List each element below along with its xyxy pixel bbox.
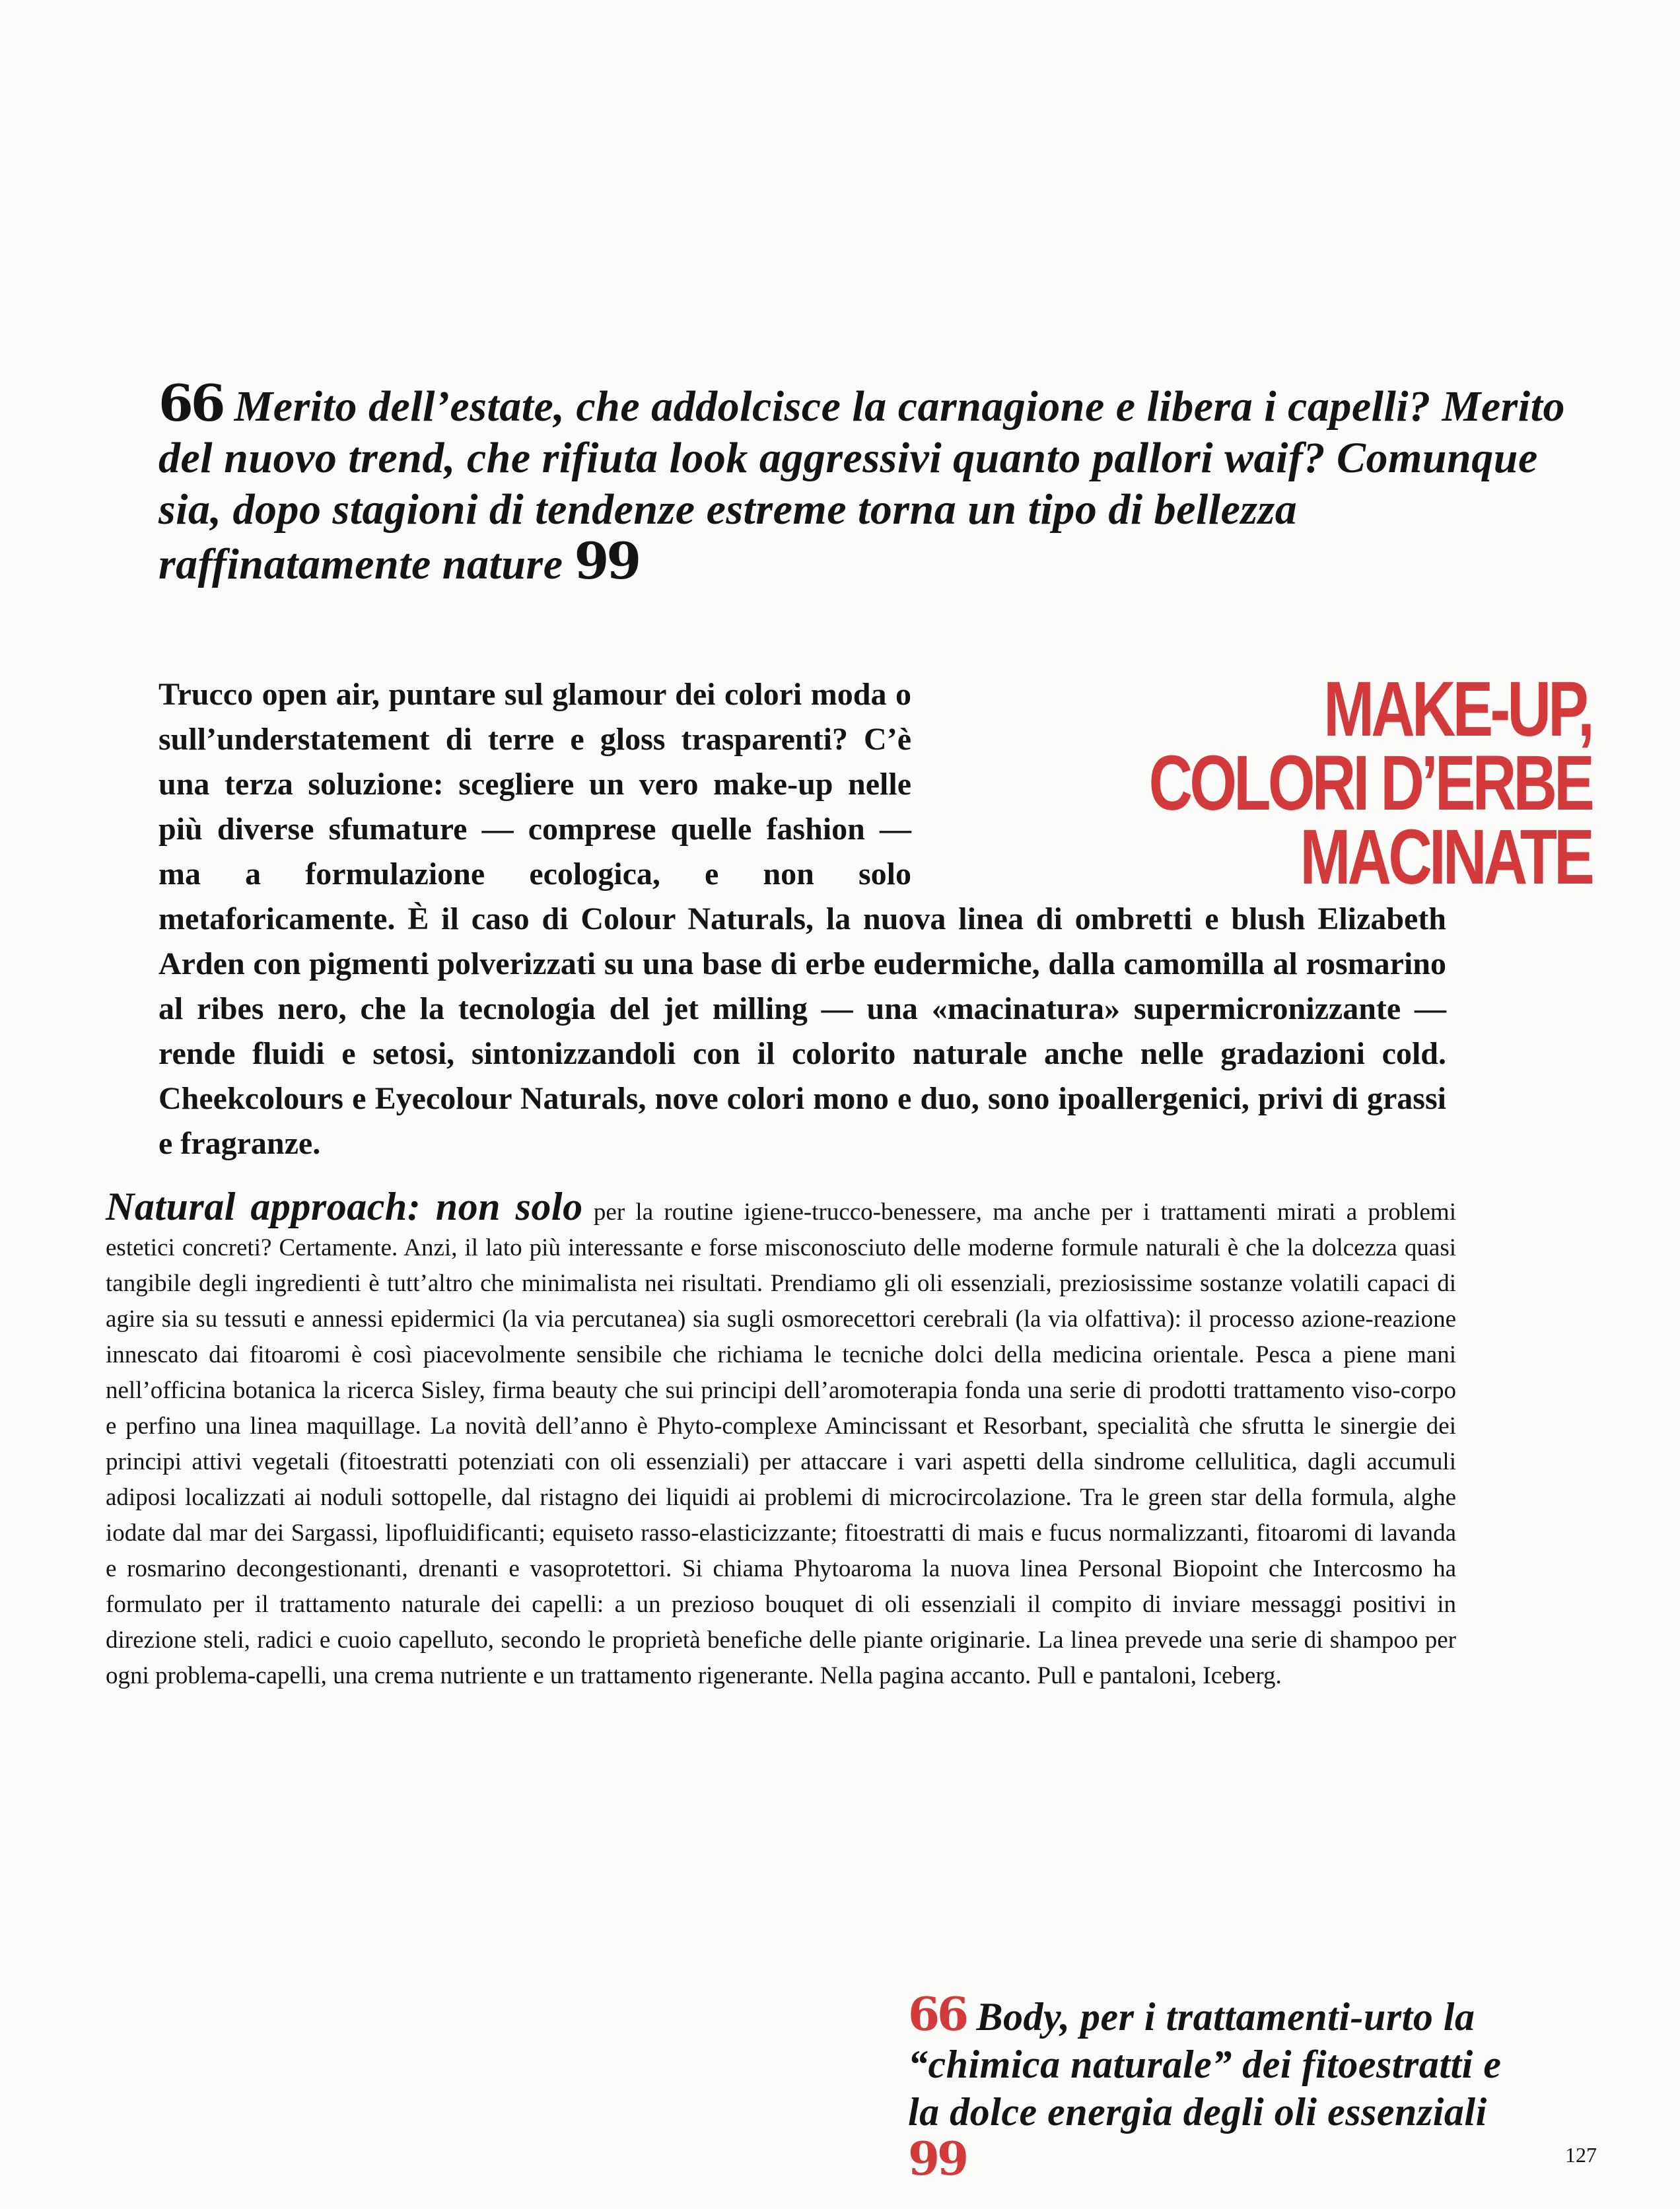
natural-approach-text: per la routine igiene-trucco-benessere, ma anche per i trattamenti mirati a problemi estetici concreti? Certamente. Anzi, il lato più interessante e forse misconosciuto delle moderne formule naturali è che la dolcezza quasi tangibile degli ingredienti è tutt’altro che minimalista nei risultati. Prendiamo gli oli essenziali, preziosissime sostanze volatili capaci di agire sia su tessuti e annessi epidermici (la via percutanea) sia sugli osmorecettori cerebrali (la via olfattiva): il processo azione-reazione innescato dai fitoaromi è così piacevolmente sensibile che richiama le tecniche dolci della medicina orientale. Pesca a piene mani nell’officina botanica la ricerca Sisley, firma beauty che sui principi dell’aromoterapia fonda una serie di prodotti trattamento viso-corpo e perfino una linea maquillage. La novità dell’anno è Phyto-complexe Amincissant et Resorbant, specialità che sfrutta le sinergie dei principi attivi vegetali (fitoestratti potenziati con oli essenziali) per attaccare i vari aspetti della sindrome cellulitica, dagli accumuli adiposi localizzati ai noduli sottopelle, dal ristagno dei liquidi ai problemi di microcircolazione. Tra le green star della formula, alghe iodate dal mar dei Sargassi, lipofluidificanti; equiseto rasso-elasticizzante; fitoestratti di mais e fucus normalizzanti, fitoaromi di lavanda e rosmarino decongestionanti, drenanti e vasoprotettori. Si chiama Phytoaroma la nuova linea Personal Biopoint che Intercosmo ha formulato per il trattamento naturale dei capelli: a un prezioso bouquet di oli essenziali il compito di inviare messaggi positivi in direzione steli, radici e cuoio capelluto, secondo le proprietà benefiche delle piante originarie. La linea prevede una serie di shampoo per ogni problema-capelli, una crema nutriente e un trattamento rigenerante. Nella pagina accanto. Pull e pantaloni, Iceberg. xyxy=(106,1199,1456,1689)
pull-quote-top-text: Merito dell’estate, che addolcisce la carnagione e libera i capelli? Merito del nuovo trend, che rifiuta look aggressivi quanto pallori waif? Comunque sia, dopo stagioni di tendenze estreme torna un tipo di bellezza raffinatamente nature xyxy=(158,382,1565,588)
open-quote-mark: 66 xyxy=(158,374,223,433)
headline xyxy=(1071,666,1592,901)
headline-line-1: MAKE-UP, xyxy=(1323,666,1592,753)
close-quote-mark: 99 xyxy=(574,532,639,590)
pull-quote-top xyxy=(158,374,1565,590)
close-quote-mark-red: 99 xyxy=(908,2132,967,2186)
open-quote-mark-red: 66 xyxy=(908,1988,967,2041)
natural-approach-paragraph xyxy=(106,1185,1456,1694)
intro-area xyxy=(158,666,1592,1166)
pull-quote-bottom xyxy=(908,1988,1502,2186)
headline-line-2: COLORI D’ERBE xyxy=(1148,740,1592,827)
natural-approach-lead: Natural approach: non solo xyxy=(106,1185,583,1228)
headline-line-3: MACINATE xyxy=(1300,814,1592,901)
pull-quote-bottom-text: Body, per i trattamenti-urto la “chimica naturale” dei fitoestratti e la dolce energia degli oli essenziali xyxy=(908,1995,1502,2134)
intro-paragraph: Trucco open air, puntare sul glamour dei colori moda o sull’understatement di terre e gloss trasparenti? C’è una terza soluzione: scegliere un vero make-up nelle più diverse sfumature — comprese quelle fashion — ma a formulazione ecologica, e non solo metaforicamente. È il caso di Colour Naturals, la nuova linea di ombretti e blush Elizabeth Arden con pigmenti polverizzati su una base di erbe eudermiche, dalla camomilla al rosmarino al ribes nero, che la tecnologia del jet milling — una «macinatura» supermicronizzante — rende fluidi e setosi, sintonizzandoli con il colorito naturale anche nelle gradazioni cold. Cheekcolours e Eyecolour Naturals, nove colori mono e duo, sono ipoallergenici, privi di grassi e fragranze. xyxy=(158,677,1446,1161)
page-number: 127 xyxy=(1565,2143,1597,2167)
